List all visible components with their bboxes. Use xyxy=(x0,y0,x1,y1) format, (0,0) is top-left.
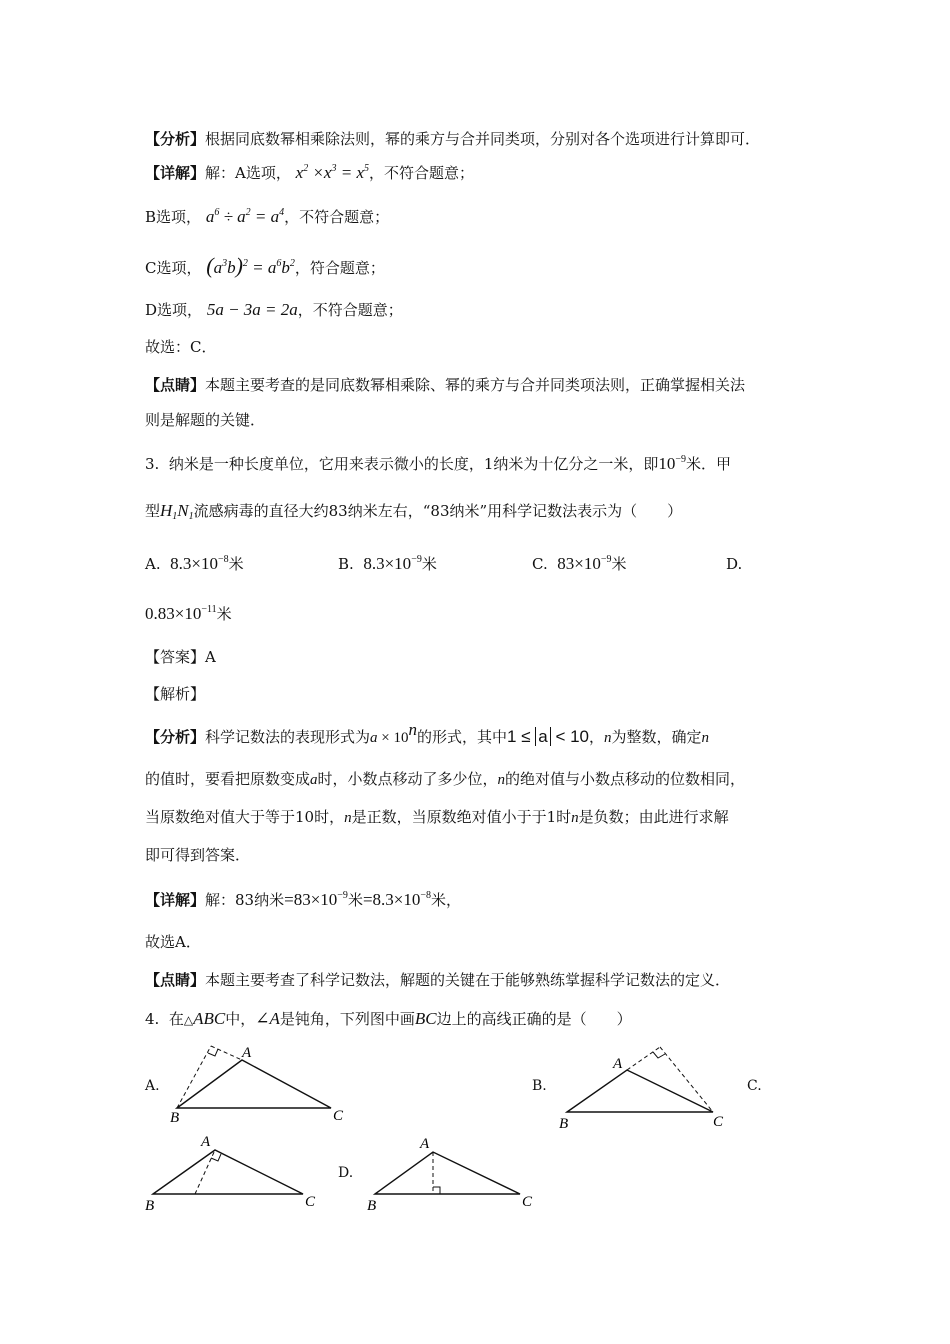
q3-stem-line1: 3. 纳米是一种长度单位，它用来表示微小的长度，1纳米为十亿分之一米，即$10^{-9}$米．甲 xyxy=(145,454,732,473)
vertex-b: B xyxy=(170,1110,180,1126)
q4-figure-a[interactable] xyxy=(165,1040,355,1125)
q3-option-d[interactable]: $0.83\times 10^{-11}$米 xyxy=(145,604,232,623)
q4-figure-d[interactable] xyxy=(365,1130,555,1215)
q4-figure-b[interactable] xyxy=(555,1040,745,1130)
vertex-b: B xyxy=(367,1198,377,1214)
q4-option-c-label[interactable]: C. xyxy=(747,1078,762,1094)
formula-a6-div-a2: $a^6 \div a^2 = a^4$ xyxy=(205,207,285,226)
vertex-a: A xyxy=(242,1045,252,1061)
q3-stem-line2: 型$H_1N_1$流感病毒的直径大约83纳米左右，“83纳米”用科学记数法表示为（ ） xyxy=(145,501,683,522)
q3-detail: 【详解】解：83纳米$=83\times 10^{-9}$米$=8.3\times 10^{-8}$米， xyxy=(145,890,462,909)
q2-detail-c: C选项， $(a^3b)^2 = a^6b^2$，符合题意； xyxy=(145,253,385,278)
q2-comment: 【点睛】本题主要考查的是同底数幂相乘除、幂的乘方与合并同类项法则，正确掌握相关法 xyxy=(145,376,746,394)
q4-option-a-label[interactable]: A. xyxy=(145,1078,160,1094)
q2-comment-cont: 则是解题的关键． xyxy=(145,411,266,429)
q3-option-c[interactable]: C. $83\times 10^{-9}$米 xyxy=(532,554,627,573)
q3-answer: 【答案】A xyxy=(145,648,216,666)
q4-figure-c[interactable] xyxy=(143,1130,333,1215)
vertex-a: A xyxy=(201,1134,211,1150)
vertex-b: B xyxy=(145,1198,155,1214)
vertex-c: C xyxy=(713,1114,724,1130)
q3-option-d-label[interactable]: D. xyxy=(726,555,743,573)
q3-analysis-line2: 的值时，要看把原数变成a时，小数点移动了多少位，n的绝对值与小数点移动的位数相同， xyxy=(145,770,746,788)
vertex-c: C xyxy=(522,1194,533,1210)
q2-detail-a: 【详解】解：A选项， $x^2 \times x^3 = x^5$，不符合题意； xyxy=(145,163,475,182)
q3-solution-tag: 【解析】 xyxy=(145,685,206,703)
q4-option-b-label[interactable]: B. xyxy=(532,1078,547,1094)
q2-detail-d: D选项， 5a − 3a = 2a，不符合题意； xyxy=(145,300,403,319)
vertex-a: A xyxy=(613,1056,623,1072)
vertex-c: C xyxy=(305,1194,316,1210)
q2-choice: 故选：C． xyxy=(145,338,217,356)
q3-analysis-line1: 【分析】科学记数法的表现形式为$a \times 10^n$的形式，其中1 ≤ a < 10，n为整数，确定n xyxy=(145,720,710,746)
q2-analysis: 【分析】根据同底数幂相乘除法则，幂的乘方与合并同类项，分别对各个选项进行计算即可． xyxy=(145,130,761,148)
q4-option-d-label[interactable]: D. xyxy=(338,1165,354,1181)
q3-analysis-line4: 即可得到答案． xyxy=(145,846,251,864)
q4-stem: 4. 在△ABC中，∠A是钝角，下列图中画BC边上的高线正确的是（ ） xyxy=(145,1009,632,1028)
formula-10-neg9: $10^{-9}$ xyxy=(658,454,687,473)
formula-x2-times-x3: $x^2 \times x^3 = x^5$ xyxy=(295,163,369,182)
formula-5a-minus-3a: 5a − 3a = 2a xyxy=(206,300,298,319)
q3-option-b[interactable]: B. $8.3\times 10^{-9}$米 xyxy=(338,554,437,573)
q3-analysis-line3: 当原数绝对值大于等于10时，n是正数，当原数绝对值小于于1时n是负数；由此进行求解 xyxy=(145,808,729,826)
q3-choice: 故选A． xyxy=(145,933,201,951)
vertex-b: B xyxy=(559,1116,569,1132)
formula-a3b-squared: $(a^3b)^2 = a^6b^2$ xyxy=(206,253,295,278)
vertex-a: A xyxy=(420,1136,430,1152)
q2-detail-b: B选项， $a^6 \div a^2 = a^4$，不符合题意； xyxy=(145,207,390,226)
q3-option-a[interactable]: A. $8.3\times 10^{-8}$米 xyxy=(145,554,244,573)
q3-comment: 【点睛】本题主要考查了科学记数法，解题的关键在于能够熟练掌握科学记数法的定义． xyxy=(145,971,731,989)
vertex-c: C xyxy=(333,1108,344,1124)
formula-h1n1: $H_1N_1$ xyxy=(160,501,194,522)
